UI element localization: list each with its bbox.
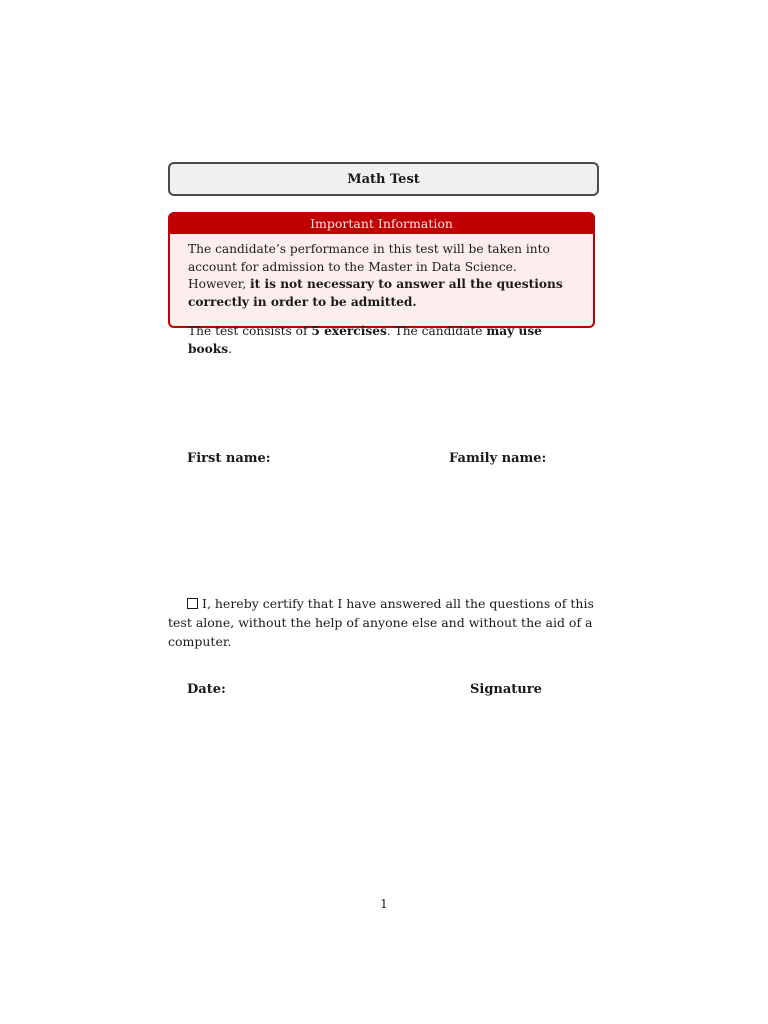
important-information-box	[168, 212, 595, 356]
info-paragraph-2	[188, 323, 576, 358]
family-name-label: Family name:	[449, 451, 547, 466]
test-title-box	[168, 162, 599, 196]
info-paragraph-1	[188, 241, 576, 311]
info-p2-text-2: . The candidate	[386, 324, 487, 338]
info-p2-exercises: 5 exercises	[311, 324, 387, 338]
info-p2-text-1: The test consists of	[188, 324, 312, 338]
info-p1-text: The candidate’s performance in this test will be taken into account for admission to the Master in Data Science. However,	[188, 242, 550, 291]
certification-text: I, hereby certify that I have answered all the questions of this test alone, without the help of anyone else and without the aid of a computer.	[168, 596, 594, 649]
info-p2-books: may use books	[188, 324, 542, 356]
info-p1-emphasis: it is not necessary to answer all the questions correctly in order to be admitted.	[188, 277, 563, 309]
page-number: 1	[380, 897, 388, 911]
date-label: Date:	[187, 682, 226, 697]
signature-label: Signature	[470, 682, 542, 697]
first-name-label: First name:	[187, 451, 271, 466]
certification-statement	[168, 594, 608, 651]
info-box-header: Important Information	[170, 214, 593, 234]
certification-checkbox[interactable]	[187, 598, 198, 609]
info-p2-text-3: .	[228, 341, 232, 356]
info-box-body	[170, 234, 593, 358]
test-title: Math Test	[347, 171, 420, 187]
